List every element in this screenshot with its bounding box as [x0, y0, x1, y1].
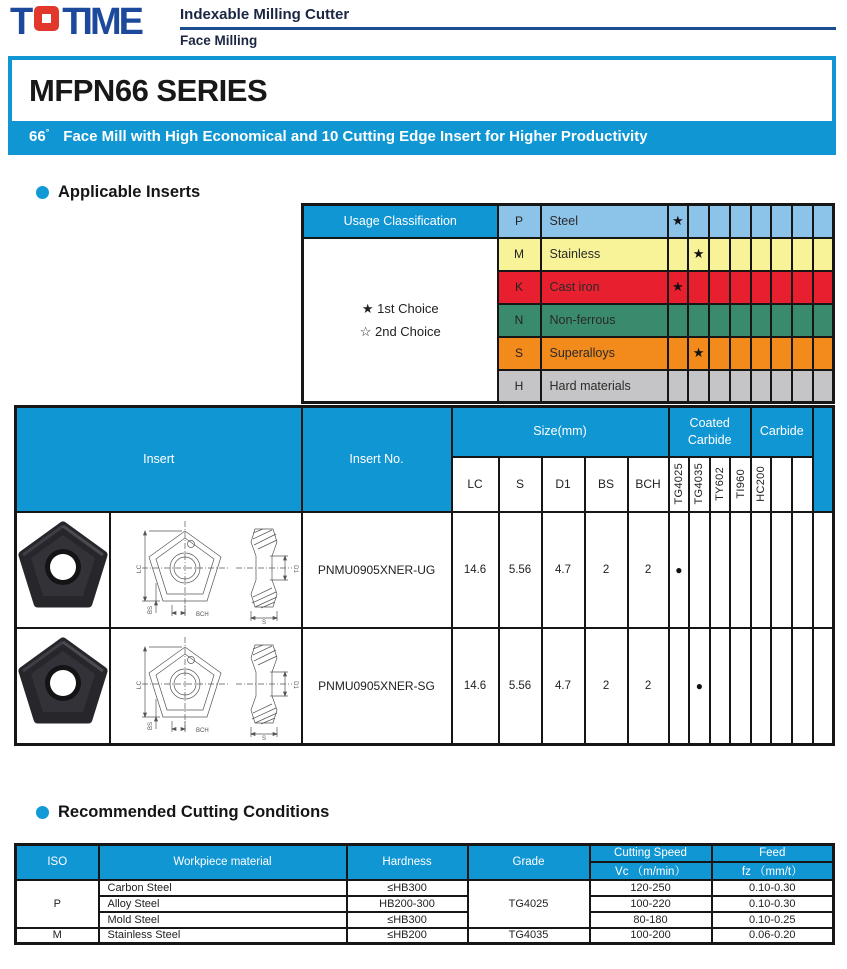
usage-classification-header: Usage Classification	[303, 205, 498, 238]
material-cell: Steel	[541, 205, 668, 238]
series-banner	[12, 121, 832, 151]
d1-value: 4.7	[542, 628, 585, 745]
hardness-cell: ≤HB300	[347, 880, 468, 896]
choice-cell	[771, 205, 792, 238]
choice-cell	[813, 271, 834, 304]
hardness-column-header: Hardness	[347, 845, 468, 880]
size-col-lc: LC	[452, 457, 499, 512]
bs-value: 2	[585, 628, 628, 745]
grade-mark-cell	[669, 628, 690, 745]
workpiece-material-cell: Alloy Steel	[99, 896, 347, 912]
brand-subtitle-line1: Indexable Milling Cutter	[180, 6, 836, 30]
usage-row-m	[303, 238, 834, 271]
choice-cell	[771, 370, 792, 403]
cutting-conditions-heading	[36, 803, 329, 822]
lc-value: 14.6	[452, 512, 499, 628]
brand-logo	[10, 3, 141, 41]
feed-header: Feed	[712, 845, 834, 862]
grade-column-header: Grade	[468, 845, 590, 880]
choice-cell	[688, 304, 709, 337]
choice-cell: ★	[668, 271, 689, 304]
insert-photo	[16, 512, 110, 628]
grade-mark-cell	[689, 512, 710, 628]
choice-cell	[813, 238, 834, 271]
iso-code-cell: K	[498, 271, 541, 304]
grade-mark-cell	[813, 628, 834, 745]
dim-label-lc: LC	[135, 564, 143, 573]
applicable-inserts-heading-text: Applicable Inserts	[58, 183, 201, 201]
vc-cell: 80-180	[590, 912, 712, 928]
cutting-row	[16, 880, 834, 896]
grade-col-hc200: HC200	[751, 457, 772, 512]
size-group-header: Size(mm)	[452, 407, 669, 457]
hardness-cell: ≤HB300	[347, 912, 468, 928]
brand-subtitle	[180, 6, 836, 48]
vc-cell: 100-220	[590, 896, 712, 912]
choice-cell	[771, 304, 792, 337]
choice-cell	[668, 337, 689, 370]
series-angle: 66	[29, 127, 46, 145]
grade-mark-cell	[792, 628, 813, 745]
grade-mark-cell	[730, 512, 751, 628]
grade-cell: TG4035	[468, 928, 590, 944]
size-col-s: S	[499, 457, 542, 512]
choice-cell	[709, 205, 730, 238]
workpiece-material-cell: Mold Steel	[99, 912, 347, 928]
cutting-speed-header: Cutting Speed	[590, 845, 712, 862]
section-bullet-icon	[36, 186, 49, 199]
choice-cell	[751, 304, 772, 337]
choice-cell	[792, 337, 813, 370]
dim-label-s: S	[261, 619, 266, 624]
usage-row-p	[303, 205, 834, 238]
dim-label-bs: BS	[147, 605, 154, 614]
grade-mark-cell	[710, 512, 731, 628]
coated-carbide-group-header: Coated Carbide	[669, 407, 751, 457]
material-cell: Superalloys	[541, 337, 668, 370]
grade-mark-cell: ●	[669, 512, 690, 628]
dim-label-bch: BCH	[195, 611, 209, 618]
s-value: 5.56	[499, 512, 542, 628]
choice-cell	[813, 304, 834, 337]
cutting-conditions-heading-text: Recommended Cutting Conditions	[58, 803, 330, 821]
iso-column-header: ISO	[16, 845, 99, 880]
dim-label-bs: BS	[147, 721, 154, 730]
bs-value: 2	[585, 512, 628, 628]
choice-cell	[688, 271, 709, 304]
fz-unit-header: fz （mm/t）	[712, 862, 834, 880]
vc-cell: 120-250	[590, 880, 712, 896]
cutting-row	[16, 912, 834, 928]
iso-code-cell: P	[498, 205, 541, 238]
choice-legend	[303, 238, 498, 403]
applicable-inserts-heading	[36, 183, 200, 202]
choice-cell: ★	[668, 205, 689, 238]
series-box	[8, 56, 836, 155]
grade-mark-cell	[710, 628, 731, 745]
degree-symbol: °	[45, 127, 50, 137]
grade-col-ty602: TY602	[710, 457, 731, 512]
fz-cell: 0.10-0.30	[712, 896, 834, 912]
choice-cell	[730, 370, 751, 403]
choice-cell	[792, 271, 813, 304]
blank-grade-column-header	[813, 407, 834, 512]
insert-photo-image	[18, 629, 108, 740]
choice-cell	[688, 370, 709, 403]
logo-o-hole	[42, 14, 51, 23]
choice-cell	[730, 271, 751, 304]
grade-mark-cell	[751, 512, 772, 628]
fz-cell: 0.10-0.30	[712, 880, 834, 896]
insert-row	[16, 628, 834, 745]
material-cell: Cast iron	[541, 271, 668, 304]
choice-cell	[792, 238, 813, 271]
insert-no-cell: PNMU0905XNER-SG	[302, 628, 452, 745]
material-cell: Hard materials	[541, 370, 668, 403]
grade-col-blank	[771, 457, 792, 512]
grade-mark-cell	[730, 628, 751, 745]
choice-cell	[771, 271, 792, 304]
choice-cell	[668, 370, 689, 403]
carbide-group-header: Carbide	[751, 407, 813, 457]
bch-value: 2	[628, 628, 669, 745]
iso-code-cell: M	[498, 238, 541, 271]
size-col-bch: BCH	[628, 457, 669, 512]
choice-cell: ★	[688, 337, 709, 370]
d1-value: 4.7	[542, 512, 585, 628]
choice-cell	[688, 205, 709, 238]
vc-unit-header: Vc （m/min）	[590, 862, 712, 880]
grade-col-blank	[792, 457, 813, 512]
bch-value: 2	[628, 512, 669, 628]
dim-label-d1: D1	[291, 564, 298, 573]
choice-cell	[751, 271, 772, 304]
series-title: MFPN66 SERIES	[29, 72, 268, 108]
iso-code-cell: S	[498, 337, 541, 370]
workpiece-material-column-header: Workpiece material	[99, 845, 347, 880]
grade-mark-cell	[751, 628, 772, 745]
fz-cell: 0.06-0.20	[712, 928, 834, 944]
material-cell: Stainless	[541, 238, 668, 271]
insert-spec-table	[14, 405, 835, 746]
dim-label-s: S	[261, 735, 266, 740]
grade-mark-cell	[771, 512, 792, 628]
insert-photo-image	[18, 513, 108, 624]
insert-column-header: Insert	[16, 407, 302, 512]
choice-cell	[771, 238, 792, 271]
grade-col-tg4035: TG4035	[689, 457, 710, 512]
insert-drawing	[110, 512, 302, 628]
s-value: 5.56	[499, 628, 542, 745]
brand-subtitle-line2: Face Milling	[180, 33, 258, 48]
hardness-cell: ≤HB200	[347, 928, 468, 944]
legend-first-choice: ★ 1st Choice	[361, 300, 439, 316]
choice-cell	[730, 238, 751, 271]
choice-cell	[792, 205, 813, 238]
choice-cell	[792, 304, 813, 337]
choice-cell	[668, 238, 689, 271]
insert-drawing-image	[112, 513, 300, 624]
choice-cell	[751, 370, 772, 403]
insert-drawing	[110, 628, 302, 745]
grade-mark-cell	[792, 512, 813, 628]
cutting-conditions-table	[14, 843, 835, 945]
logo-o-mark-icon	[34, 6, 59, 31]
insert-photo	[16, 628, 110, 745]
legend-second-choice: ☆ 2nd Choice	[359, 323, 441, 339]
workpiece-material-cell: Carbon Steel	[99, 880, 347, 896]
choice-cell	[730, 337, 751, 370]
logo-letter-t: T	[10, 1, 31, 43]
grade-cell: TG4025	[468, 880, 590, 928]
choice-cell	[709, 271, 730, 304]
choice-cell	[709, 370, 730, 403]
choice-cell	[813, 370, 834, 403]
choice-cell	[751, 238, 772, 271]
cutting-row	[16, 896, 834, 912]
section-bullet-icon	[36, 806, 49, 819]
size-col-bs: BS	[585, 457, 628, 512]
dim-label-d1: D1	[291, 680, 298, 689]
fz-cell: 0.10-0.25	[712, 912, 834, 928]
choice-cell	[751, 205, 772, 238]
insert-row	[16, 512, 834, 628]
choice-cell	[730, 304, 751, 337]
choice-cell	[709, 304, 730, 337]
cutting-row	[16, 928, 834, 944]
cutting-header-row	[16, 845, 834, 862]
choice-cell	[813, 337, 834, 370]
grade-col-tg4025: TG4025	[669, 457, 690, 512]
choice-cell	[668, 304, 689, 337]
insert-no-column-header: Insert No.	[302, 407, 452, 512]
lc-value: 14.6	[452, 628, 499, 745]
insert-no-cell: PNMU0905XNER-UG	[302, 512, 452, 628]
series-banner-text: Face Mill with High Economical and 10 Cutting Edge Insert for Higher Productivity	[63, 127, 648, 145]
choice-cell	[813, 205, 834, 238]
choice-cell	[730, 205, 751, 238]
usage-classification-table	[301, 203, 835, 404]
hardness-cell: HB200-300	[347, 896, 468, 912]
insert-drawing-image	[112, 629, 300, 740]
logo-letters-time: TIME	[62, 1, 141, 43]
workpiece-material-cell: Stainless Steel	[99, 928, 347, 944]
grade-mark-cell: ●	[689, 628, 710, 745]
choice-cell	[751, 337, 772, 370]
dim-label-lc: LC	[135, 680, 143, 689]
choice-cell	[771, 337, 792, 370]
grade-mark-cell	[813, 512, 834, 628]
grade-col-ti960: TI960	[730, 457, 751, 512]
choice-cell	[709, 337, 730, 370]
choice-cell: ★	[688, 238, 709, 271]
choice-cell	[709, 238, 730, 271]
material-cell: Non-ferrous	[541, 304, 668, 337]
iso-code-cell: H	[498, 370, 541, 403]
iso-code-cell: N	[498, 304, 541, 337]
dim-label-bch: BCH	[195, 727, 209, 734]
vc-cell: 100-200	[590, 928, 712, 944]
size-col-d1: D1	[542, 457, 585, 512]
choice-cell	[792, 370, 813, 403]
insert-table-group-header-row	[16, 407, 834, 457]
grade-mark-cell	[771, 628, 792, 745]
iso-p-cell: P	[16, 880, 99, 928]
iso-m-cell: M	[16, 928, 99, 944]
